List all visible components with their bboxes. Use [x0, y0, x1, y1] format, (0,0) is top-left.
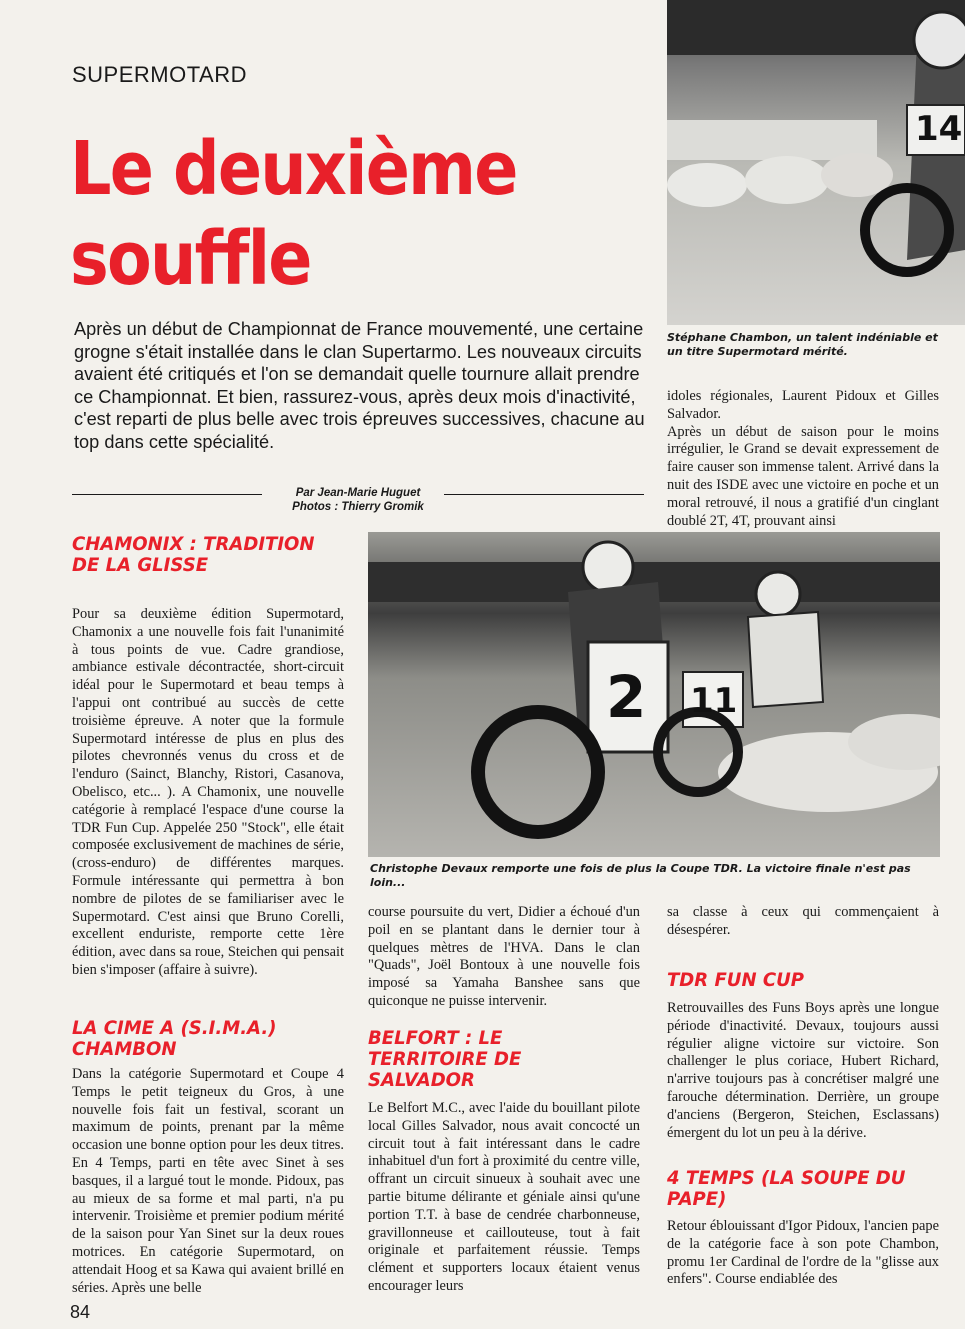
byline-author: Par Jean-Marie Huguet [295, 487, 421, 499]
top-photo-caption: Stéphane Chambon, un talent indéniable et un titre Supermotard mérité. [667, 331, 938, 358]
headline [70, 124, 598, 304]
column-2-para-2: Le Belfort M.C., avec l'aide du bouillant pilote local Gilles Salvador, nous avait concocté un circuit tout à fait intéressant dans le cadre inhabituel d'un fort à proximité du centre ville, offrant un circuit sinueux à souhait avec une partie bitume délirante et géniale ainsi qu'une portion T.T. à base de cendrée charbonneuse, gravillonneuse et caillouteuse, tout à fait originale et parfaitement réussie. Temps clément et supporters locaux étaient venus encourager leurs [368, 1100, 640, 1294]
column-3-para-3: Retour éblouissant d'Igor Pidoux, l'ancien pape de la catégorie face à son pote Chambon, promu 1er Cardinal de l'ordre de la "glisse aux enfers". Course endiablée des [667, 1218, 939, 1288]
heading-chamonix: CHAMONIX : TRADITION DE LA GLISSE [72, 533, 315, 576]
column-2-para-1: course poursuite du vert, Didier a échoué d'un poil en se plantant dans le dernier tour à quelques mètres de l'HVA. Dans le clan "Quads", Joël Bontoux à une nouvelle fois imposé sa Yamaha Banshee sans que quiconque ne puisse intervenir. [368, 904, 640, 1009]
byline-photos: Photos : Thierry Gromik [292, 501, 424, 513]
section-label: SUPERMOTARD [72, 62, 247, 87]
column-3-para-1: sa classe à ceux qui commençaient à désespérer. [667, 904, 939, 938]
heading-cime-chambon: LA CIME A (S.I.M.A.) CHAMBON [72, 1017, 277, 1060]
heading-belfort: BELFORT : LE TERRITOIRE DE SALVADOR [368, 1027, 522, 1091]
main-photo-number-front: 2 [606, 663, 647, 731]
heading-tdr-fun-cup: TDR FUN CUP [667, 969, 804, 991]
main-photo [368, 532, 940, 857]
column-3-para-2: Retrouvailles des Funs Boys après une longue période d'inactivité. Devaux, toujours aussi régulier aligne victoire sur victoire. Son challenger le plus coriace, Hubert Richard, n'arrive toujours pas à concrétiser malgré une farouche détermination. Derrière, un groupe d'anciens (Bergeron, Steichen, Esclassans) émergent du lot un peu à la dérive. [667, 1000, 939, 1141]
column-1-para-1: Pour sa deuxième édition Supermotard, Chamonix a une nouvelle fois fait l'unanimité à tous points de vue. Cadre grandiose, ambiance estivale décontractée, short-circuit idéal pour le Supermotard et beau temps à l'appui ont contribué au succès de cette troisième épreuve. A noter que la formule Supermotard intéresse de plus en plus des pilotes chevronnés venus du cross et de l'enduro (Sainct, Blanchy, Ristori, Casanova, Obelisco, etc... ). A Chamonix, une nouvelle catégorie à remplacé l'espace d'une course la TDR Fun Cup. Appelée 250 "Stock", elle était composée exclusivement de machines de série, (cross-enduro) de différentes marques. Formule intéressante qui permettra à bon nombre de pilotes de se familiariser avec le Supermotard. C'est ainsi que Bruno Corelli, excellent enduriste, remporte cette 1ère édition, avec dans sa roue, Steichen qui pensait bien s'imposer (affaire à suivre). [72, 606, 344, 978]
page-number: 84 [70, 1302, 91, 1322]
main-photo-caption: Christophe Devaux remporte une fois de plus la Coupe TDR. La victoire finale n'est pas loin... [370, 862, 911, 889]
column-1-para-2: Dans la catégorie Supermotard et Coupe 4 Temps le petit teigneux du Gros, à une nouvelle fois fait un festival, scorant un maximum de points, prenant par la même occasion une bonne option pour les deux titres. En 4 Temps, parti en tête avec Sinet à ses basques, il a largué tout le monde. Pidoux, pas au mieux de sa forme et mal parti, n'a pu intervenir. Troisième et premier podium mérité de la saison pour Yan Sinet sur la deux roues motrices. En catégorie Supermotard, on attendait Hoog et sa Kawa qui avaient brillé en séries. Après une belle [72, 1066, 344, 1296]
main-photo-number-back: 11 [690, 681, 738, 721]
headline-line-2: souffle [70, 216, 311, 302]
chapo: Après un début de Championnat de France mouvementé, une certaine grogne s'était installée dans le clan Supertarmo. Les nouveaux circuits avaient été critiqués et l'on se demandait quelle tournure allait prendre ce Championnat. Et bien, rassurez-vous, après deux mois d'inactivité, c'est reparti de plus belle avec trois épreuves successives, chacune au top dans cette spécialité. [74, 319, 645, 452]
top-photo-number: 14 [915, 109, 963, 149]
byline [72, 486, 644, 514]
right-top-column: idoles régionales, Laurent Pidoux et Gilles Salvador. Après un début de saison pour le moins irrégulier, le Grand se devait expressement de faire causer son immense talent. Arrivé dans la nuit des ISDE avec une victoire en poche et un moral retrouvé, il nous a gratifié d'un cinglant doublé 2T, 4T, prouvant ainsi [667, 388, 939, 529]
headline-line-1: Le deuxième [70, 126, 517, 212]
heading-4-temps: 4 TEMPS (LA SOUPE DU PAPE) [667, 1167, 906, 1210]
byline-rule-left [72, 494, 262, 495]
top-photo [667, 0, 965, 325]
byline-rule-right [444, 494, 644, 495]
